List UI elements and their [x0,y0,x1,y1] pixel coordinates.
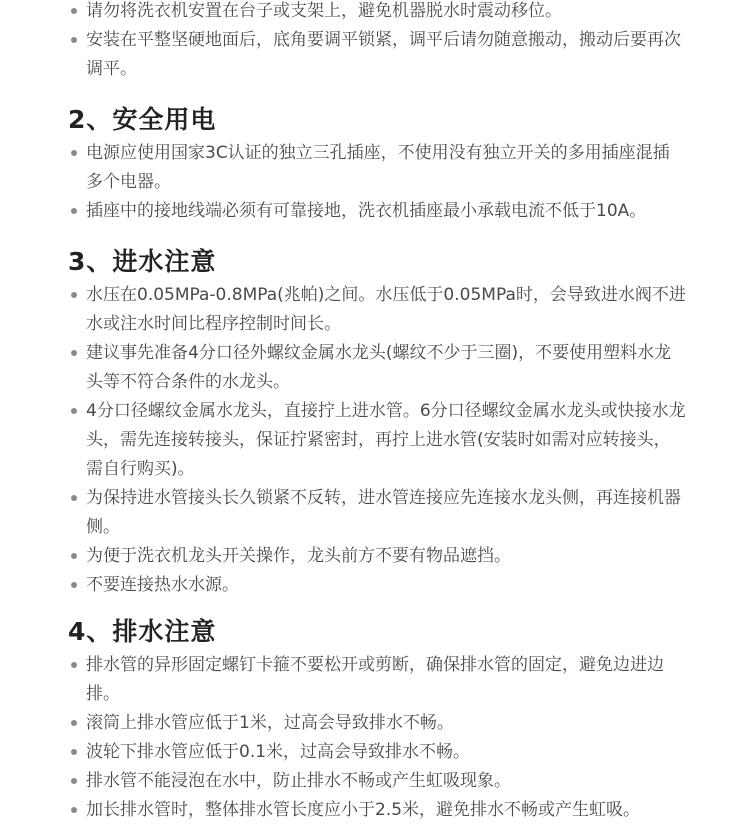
list-item-text: 加长排水管时，整体排水管长度应小于2.5米，避免排水不畅或产生虹吸。 [86,800,641,820]
bullet-dot-icon [71,749,77,755]
list-item [0,796,686,825]
list-item [0,571,686,600]
list-item-text: 建议事先准备4分口径外螺纹金属水龙头(螺纹不少于三圈)，不要使用塑料水龙头等不符合条件的水龙头。 [86,343,672,392]
bullet-dot-icon [71,720,77,726]
bullet-dot-icon [71,408,77,414]
list-item-text: 排水管不能浸泡在水中，防止排水不畅或产生虹吸现象。 [86,771,511,791]
list-item-text: 请勿将洗衣机安置在台子或支架上，避免机器脱水时震动移位。 [86,1,562,21]
list-item [0,139,686,197]
list-item [0,0,686,26]
bullet-dot-icon [71,662,77,668]
bullet-dot-icon [71,37,77,43]
list-item-text: 插座中的接地线端必须有可靠接地，洗衣机插座最小承载电流不低于10A。 [86,201,647,221]
list-item [0,542,686,571]
bullet-dot-icon [71,150,77,156]
list-item [0,651,686,709]
bullet-dot-icon [71,208,77,214]
list-item-text: 不要连接热水水源。 [86,575,239,595]
list-item [0,738,686,767]
list-item-text: 电源应使用国家3C认证的独立三孔插座，不使用没有独立开关的多用插座混插多个电器。 [86,143,670,192]
placement-bullet-list [0,0,750,84]
list-item-text: 为便于洗衣机龙头开关操作，龙头前方不要有物品遮挡。 [86,546,511,566]
water-inlet-bullet-list [0,281,750,600]
list-item-text: 安装在平整坚硬地面后，底角要调平锁紧，调平后请勿随意搬动，搬动后要再次调平。 [86,30,681,79]
bullet-dot-icon [71,553,77,559]
electricity-bullet-list [0,139,750,226]
list-item [0,709,686,738]
list-item-text: 为保持进水管接头长久锁紧不反转，进水管连接应先连接水龙头侧，再连接机器侧。 [86,488,681,537]
list-item [0,197,686,226]
list-item [0,339,686,397]
bullet-dot-icon [71,582,77,588]
list-item [0,281,686,339]
list-item [0,484,686,542]
list-item-text: 水压在0.05MPa-0.8MPa(兆帕)之间。水压低于0.05MPa时，会导致进水阀不进水或注水时间比程序控制时间长。 [86,285,686,334]
bullet-dot-icon [71,292,77,298]
list-item-text: 滚筒上排水管应低于1米，过高会导致排水不畅。 [86,713,454,733]
list-item-text: 4分口径螺纹金属水龙头，直接拧上进水管。6分口径螺纹金属水龙头或快接水龙头，需先连接转接头，保证拧紧密封，再拧上进水管(安装时如需对应转接头，需自行购买)。 [86,401,686,479]
list-item-text: 排水管的异形固定螺钉卡箍不要松开或剪断，确保排水管的固定，避免边进边排。 [86,655,664,704]
bullet-dot-icon [71,350,77,356]
drainage-bullet-list [0,651,750,825]
list-item [0,767,686,796]
bullet-dot-icon [71,778,77,784]
section-heading: 3、进水注意 [68,247,217,276]
bullet-dot-icon [71,495,77,501]
bullet-dot-icon [71,8,77,14]
list-item [0,26,686,84]
section-heading: 2、安全用电 [68,105,217,134]
list-item [0,397,686,484]
bullet-dot-icon [71,807,77,813]
list-item-text: 波轮下排水管应低于0.1米，过高会导致排水不畅。 [86,742,471,762]
section-heading: 4、排水注意 [68,617,217,646]
